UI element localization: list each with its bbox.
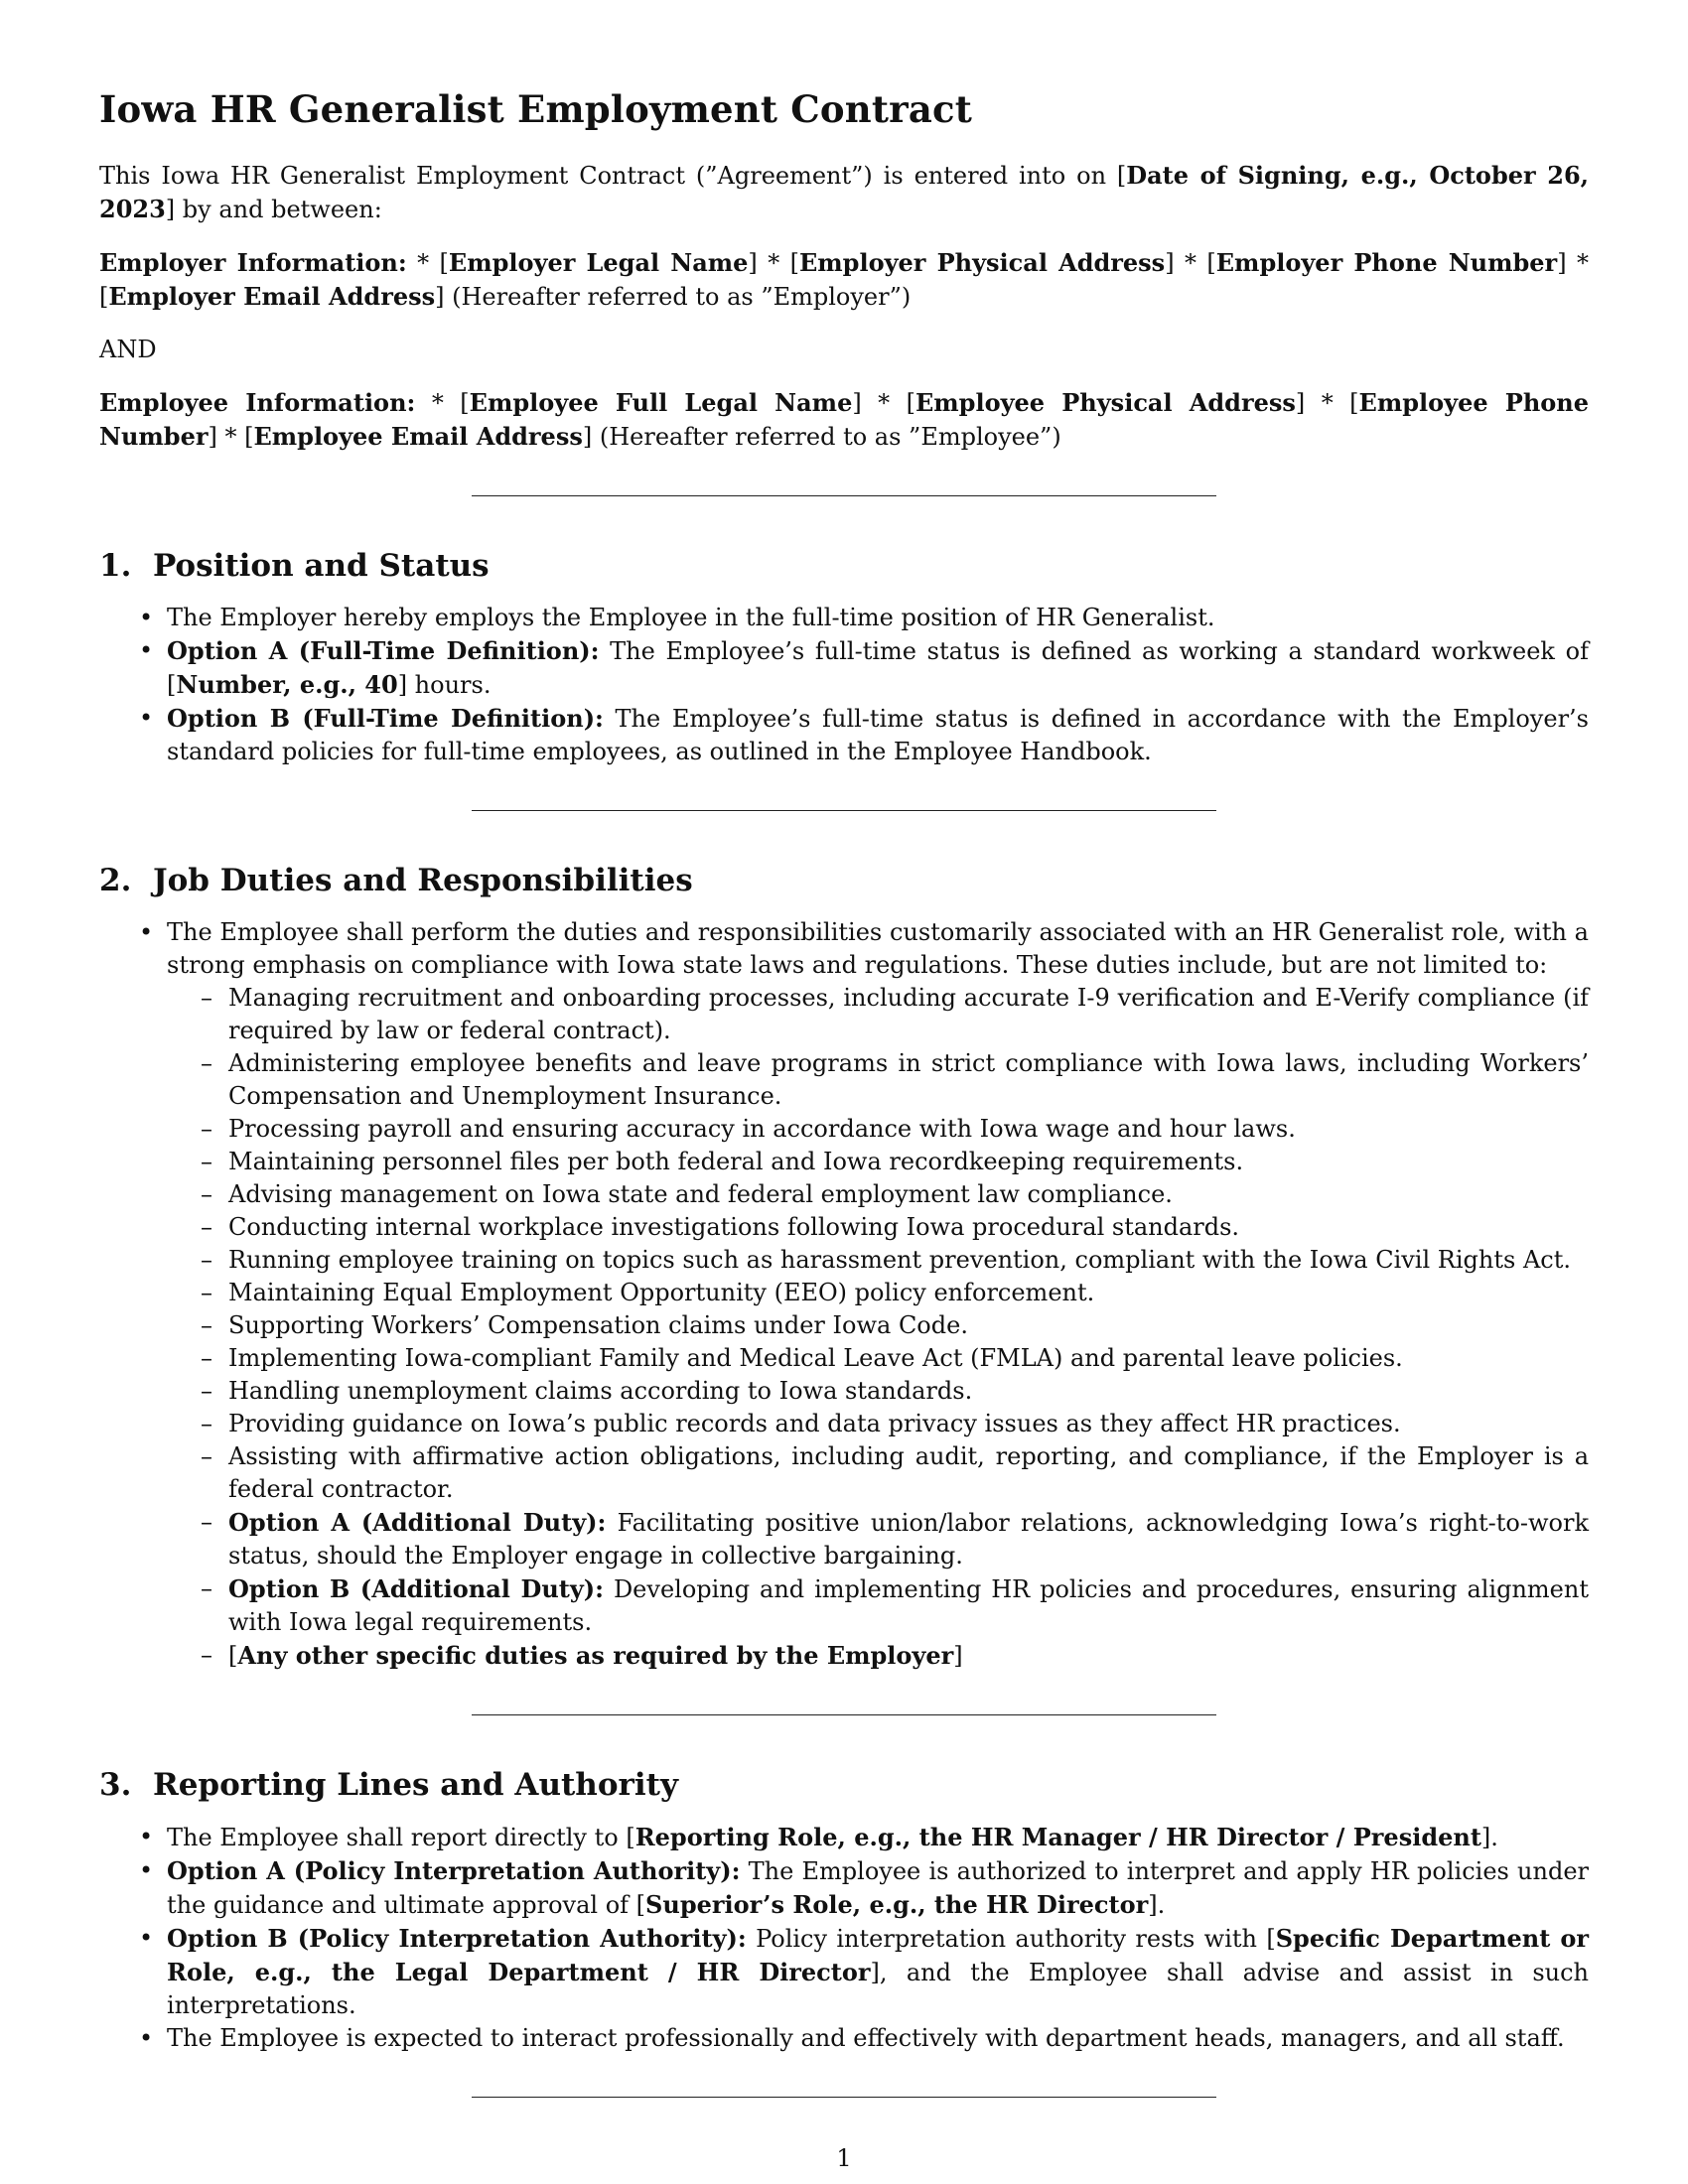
- duty-item: [228, 1639, 1589, 1673]
- section-1-heading: 1. Position and Status: [99, 548, 490, 584]
- duty-item: – Advising management on Iowa state and federal employment law compliance.: [228, 1178, 1589, 1211]
- intro-text: This Iowa HR Generalist Employment Contract (”Agreement”) is entered into on [: [99, 162, 1127, 190]
- separator: ] * [: [748, 249, 799, 277]
- intro-text-end: ] by and between:: [165, 196, 382, 223]
- list-item: [167, 1854, 1589, 1922]
- reporting-role-field: Reporting Role, e.g., the HR Manager / HR Director / President: [634, 1823, 1481, 1851]
- employee-label: Employee Information:: [99, 388, 416, 417]
- other-duties-field: Any other specific duties as required by the Employer: [237, 1641, 954, 1670]
- section-3-list: [99, 1821, 1589, 2055]
- list-item: [167, 1821, 1589, 1854]
- separator: ] * [: [1295, 389, 1359, 417]
- employer-information: [99, 246, 1589, 314]
- list-item: [167, 634, 1589, 702]
- option-text-end: ], and the Employee shall advise and assist in such interpretations.: [167, 1959, 1590, 2019]
- list-item: [167, 1922, 1589, 2022]
- intro-paragraph: [99, 159, 1589, 226]
- list-item: • The Employee is expected to interact professionally and effectively with department heads, managers, and all staff.: [167, 2022, 1589, 2055]
- item-text-end: ].: [1480, 1824, 1498, 1851]
- duty-item: – Assisting with affirmative action obligations, including audit, reporting, and compliance, if the Employer is a federal contractor.: [228, 1440, 1589, 1506]
- section-1-list: [99, 602, 1589, 768]
- list-item: • The Employer hereby employs the Employee in the full-time position of HR Generalist.: [167, 602, 1589, 634]
- employee-phone-field: Employee Phone Number: [99, 388, 1590, 451]
- section-2-heading: 2. Job Duties and Responsibilities: [99, 863, 693, 898]
- section-divider: [472, 810, 1216, 811]
- employer-email-field: Employer Email Address: [108, 282, 436, 311]
- document-title: Iowa HR Generalist Employment Contract: [99, 87, 973, 131]
- employee-referral-text: ] (Hereafter referred to as ”Employee”): [582, 423, 1061, 451]
- option-label: Option B (Full-Time Definition):: [167, 704, 604, 733]
- duty-item: – Managing recruitment and onboarding processes, including accurate I-9 verification and E-Verify compliance (if required by law or federal contract).: [228, 982, 1589, 1047]
- bracket: ]: [953, 1642, 963, 1670]
- separator: ] * [: [208, 423, 254, 451]
- separator: ] * [: [1165, 249, 1216, 277]
- employer-label: Employer Information:: [99, 248, 407, 277]
- date-placeholder: Date of Signing, e.g., October 26, 2023: [99, 161, 1590, 223]
- option-text: The Employee’s full-time status is defined as working a standard workweek of [: [167, 637, 1589, 699]
- list-item: [167, 702, 1589, 768]
- duty-item: – Running employee training on topics such as harassment prevention, compliant with the Iowa Civil Rights Act.: [228, 1244, 1589, 1277]
- option-text-end: ].: [1148, 1891, 1166, 1919]
- section-2-list: [99, 916, 1589, 1673]
- employee-address-field: Employee Physical Address: [914, 388, 1296, 417]
- option-text: Developing and implementing HR policies and procedures, ensuring alignment with Iowa legal requirements.: [228, 1575, 1589, 1636]
- duty-item: – Administering employee benefits and leave programs in strict compliance with Iowa laws, including Workers’ Compensation and Unemployment Insurance.: [228, 1047, 1589, 1113]
- duties-list: [167, 982, 1589, 1673]
- employee-information: [99, 386, 1589, 454]
- option-label: Option A (Full-Time Definition):: [167, 636, 600, 665]
- list-item: [167, 916, 1589, 1673]
- hours-field: Number, e.g., 40: [176, 670, 398, 699]
- option-text-end: ] hours.: [397, 671, 492, 699]
- employer-legal-name-field: Employer Legal Name: [448, 248, 749, 277]
- duty-item: – Maintaining Equal Employment Opportunity (EEO) policy enforcement.: [228, 1277, 1589, 1309]
- superior-role-field: Superior’s Role, e.g., the HR Director: [645, 1890, 1149, 1919]
- employer-phone-field: Employer Phone Number: [1215, 248, 1558, 277]
- option-text: The Employee’s full-time status is defined in accordance with the Employer’s standard policies for full-time employees, as outlined in the Employee Handbook.: [167, 705, 1589, 765]
- duty-item: – Maintaining personnel files per both federal and Iowa recordkeeping requirements.: [228, 1146, 1589, 1178]
- duty-item: – Processing payroll and ensuring accuracy in accordance with Iowa wage and hour laws.: [228, 1113, 1589, 1146]
- department-role-field: Specific Department or Role, e.g., the Legal Department / HR Director: [167, 1924, 1589, 1986]
- duty-item: [228, 1506, 1589, 1572]
- option-text: Policy interpretation authority rests with [: [746, 1925, 1276, 1953]
- bracket: [: [228, 1642, 238, 1670]
- duties-intro: The Employee shall perform the duties and responsibilities customarily associated with an HR Generalist role, with a strong emphasis on compliance with Iowa state laws and regulations. These duties include, but are not limited to:: [167, 918, 1589, 979]
- page-number: 1: [836, 2144, 852, 2172]
- employee-email-field: Employee Email Address: [253, 422, 583, 451]
- option-label: Option A (Additional Duty):: [228, 1508, 607, 1537]
- section-3-heading: 3. Reporting Lines and Authority: [99, 1767, 678, 1803]
- separator: * [: [406, 249, 449, 277]
- duty-item: – Handling unemployment claims according to Iowa standards.: [228, 1375, 1589, 1408]
- separator: * [: [415, 389, 470, 417]
- option-text: The Employee is authorized to interpret and apply HR policies under the guidance and ultimate approval of [: [167, 1857, 1589, 1919]
- separator: ] * [: [852, 389, 915, 417]
- employee-legal-name-field: Employee Full Legal Name: [469, 388, 853, 417]
- option-text: Facilitating positive union/labor relations, acknowledging Iowa’s right-to-work status, should the Employer engage in collective bargaining.: [228, 1509, 1589, 1570]
- section-divider: [472, 2097, 1216, 2098]
- duty-item: – Implementing Iowa-compliant Family and Medical Leave Act (FMLA) and parental leave policies.: [228, 1342, 1589, 1375]
- duty-item: – Supporting Workers’ Compensation claims under Iowa Code.: [228, 1309, 1589, 1342]
- section-divider: [472, 495, 1216, 496]
- duty-item: – Conducting internal workplace investigations following Iowa procedural standards.: [228, 1211, 1589, 1244]
- separator: ] * [: [99, 249, 1589, 311]
- section-divider: [472, 1714, 1216, 1715]
- option-label: Option B (Additional Duty):: [228, 1574, 605, 1603]
- item-text: The Employee shall report directly to [: [167, 1824, 635, 1851]
- duty-item: – Providing guidance on Iowa’s public records and data privacy issues as they affect HR practices.: [228, 1408, 1589, 1440]
- employer-referral-text: ] (Hereafter referred to as ”Employer”): [435, 283, 912, 311]
- option-label: Option A (Policy Interpretation Authority):: [167, 1856, 741, 1885]
- duty-item: [228, 1572, 1589, 1639]
- and-label: AND: [99, 336, 157, 363]
- employer-address-field: Employer Physical Address: [798, 248, 1166, 277]
- option-label: Option B (Policy Interpretation Authority):: [167, 1924, 747, 1953]
